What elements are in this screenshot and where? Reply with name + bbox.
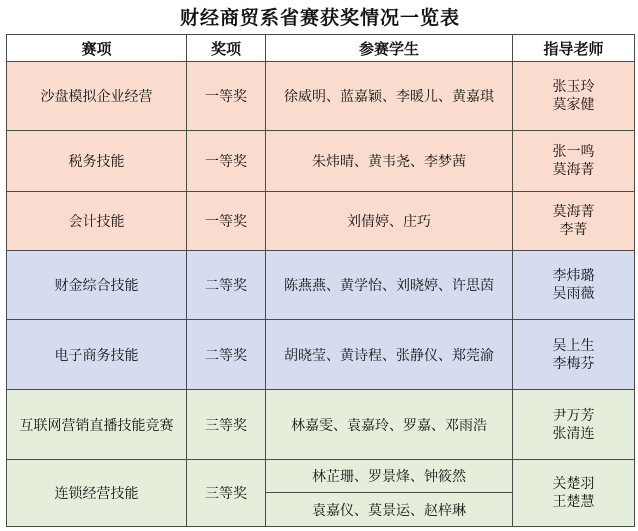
event-cell: 互联网营销直播技能竞赛 <box>7 390 187 460</box>
mentor-name: 关楚羽 <box>552 476 595 492</box>
students-cell: 朱炜晴、黄韦尧、李梦茜 <box>266 131 513 192</box>
mentor-name: 李炜璐 <box>552 268 595 284</box>
header-mentors: 指导老师 <box>513 35 635 62</box>
mentors-cell <box>513 320 635 390</box>
students-cell: 胡晓莹、黄诗程、张静仪、郑莞渝 <box>266 320 513 390</box>
awards-table <box>6 34 635 527</box>
event-cell: 财金综合技能 <box>7 251 187 320</box>
sheet-title: 财经商贸系省赛获奖情况一览表 <box>179 7 460 29</box>
students-cell-bottom: 袁嘉仪、莫景运、赵梓琳 <box>266 493 513 527</box>
mentors-cell <box>513 251 635 320</box>
event-cell: 沙盘模拟企业经营 <box>7 62 187 131</box>
award-cell: 二等奖 <box>187 320 266 390</box>
mentor-name: 莫海菁 <box>552 204 595 220</box>
header-award: 奖项 <box>187 35 266 62</box>
mentor-name: 王楚慧 <box>552 494 595 510</box>
mentor-name: 李菁 <box>559 222 588 238</box>
students-cell: 刘倩婷、庄巧 <box>266 192 513 251</box>
mentor-name: 张清连 <box>552 425 595 442</box>
event-cell: 税务技能 <box>7 131 187 192</box>
table-row <box>7 131 635 192</box>
table-row <box>7 62 635 131</box>
students-cell: 林嘉雯、袁嘉玲、罗嘉、邓雨浩 <box>266 390 513 460</box>
table-row <box>7 192 635 251</box>
event-cell: 电子商务技能 <box>7 320 187 390</box>
event-cell: 会计技能 <box>7 192 187 251</box>
students-cell-top: 林芷珊、罗景烽、钟筱然 <box>266 460 513 493</box>
table-row <box>7 390 635 460</box>
award-cell: 一等奖 <box>187 62 266 131</box>
event-cell: 连锁经营技能 <box>7 460 187 527</box>
students-cell: 徐威明、蓝嘉颖、李暖儿、黄嘉琪 <box>266 62 513 131</box>
students-cell: 陈燕燕、黄学怡、刘晓婷、许思茵 <box>266 251 513 320</box>
award-sheet <box>6 3 634 527</box>
mentor-name: 吴雨薇 <box>552 286 595 302</box>
mentors-cell <box>513 131 635 192</box>
mentor-name: 尹万芳 <box>552 407 595 424</box>
award-cell: 三等奖 <box>187 460 266 527</box>
mentor-name: 吴上生 <box>552 337 595 354</box>
table-row <box>7 320 635 390</box>
award-cell: 三等奖 <box>187 390 266 460</box>
mentor-name: 张一鸣 <box>552 144 595 160</box>
award-cell: 一等奖 <box>187 192 266 251</box>
header-row <box>7 35 635 62</box>
award-cell: 二等奖 <box>187 251 266 320</box>
mentors-cell <box>513 192 635 251</box>
header-students: 参赛学生 <box>266 35 513 62</box>
mentor-name: 莫家健 <box>552 97 595 113</box>
table-row <box>7 460 635 493</box>
award-cell: 一等奖 <box>187 131 266 192</box>
mentors-cell <box>513 62 635 131</box>
mentor-name: 李梅芬 <box>552 355 595 372</box>
mentors-cell <box>513 460 635 527</box>
mentor-name: 张玉玲 <box>552 79 595 95</box>
table-row <box>7 251 635 320</box>
mentor-name: 莫海菁 <box>552 162 595 178</box>
mentors-cell <box>513 390 635 460</box>
header-event: 赛项 <box>7 35 187 62</box>
